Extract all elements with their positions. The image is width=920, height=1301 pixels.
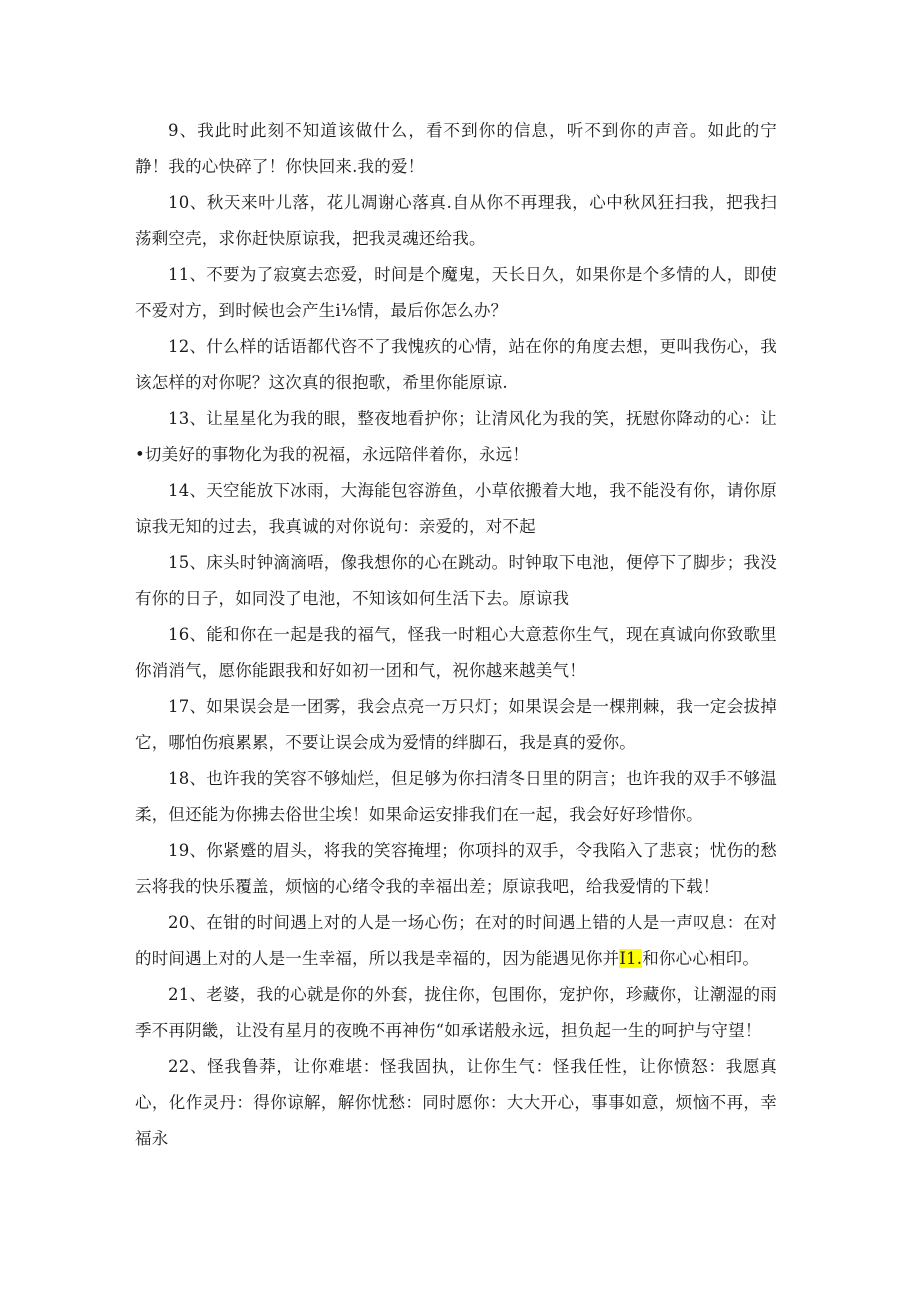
paragraph-14: 14、天空能放下冰雨，大海能包容游鱼，小草依搬着大地，我不能没有你，请你原谅我无知的过去，我真诚的对你说句：亲爱的，对不起 — [135, 481, 777, 536]
paragraph-17: 17、如果误会是一团雾，我会点亮一万只灯；如果误会是一棵荆棘，我一定会拔掉它，哪怕伤痕累累，不要让误会成为爱情的绊脚石，我是真的爱你。 — [135, 697, 777, 752]
paragraph-9: 9、我此时此刻不知道该做什么，看不到你的信息，听不到你的声音。如此的宁静！我的心快碎了！你快回来.我的爱！ — [135, 121, 777, 176]
paragraph-19: 19、你紧蹙的眉头，将我的笑容掩埋；你项抖的双手，令我陷入了悲哀；忧伤的愁云将我的快乐覆盖，烦恼的心绪令我的幸福出差；原谅我吧，给我爱情的下载！ — [135, 841, 777, 896]
paragraph-20-text-before: 20、在钳的时间遇上对的人是一场心伤；在对的时间遇上错的人是一声叹息：在对的时间遇上对的人是一生幸福，所以我是幸福的，因为能遇见你并 — [135, 913, 777, 968]
paragraph-16: 16、能和你在一起是我的福气，怪我一时粗心大意惹你生气，现在真诚向你致歌里你消消气，愿你能跟我和好如初一团和气，祝你越来越美气！ — [135, 625, 777, 680]
paragraph-21: 21、老婆，我的心就是你的外套，拢住你，包围你，宠护你，珍藏你，让潮湿的雨季不再阴畿，让没有星月的夜晚不再神伤“如承诺般永远，担负起一生的呵护与守望！ — [135, 985, 777, 1040]
paragraph-10: 10、秋天来叶儿落，花儿凋谢心落真.自从你不再理我，心中秋风狂扫我，把我扫荡剩空壳，求你赶快原谅我，把我灵魂还给我。 — [135, 193, 777, 248]
paragraph-22: 22、怪我鲁莽，让你难堪：怪我固执，让你生气：怪我任性，让你愤怒：我愿真心，化作灵丹：得你谅解，解你忧愁：同时愿你：大大开心，事事如意，烦恼不再，幸福永 — [135, 1057, 777, 1148]
paragraph-11: 11、不要为了寂寞去恋爱，时间是个魔鬼，天长日久，如果你是个多情的人，即使不爱对方，到时候也会产生i⅛情，最后你怎么办？ — [135, 265, 777, 320]
paragraph-18: 18、也许我的笑容不够灿烂，但足够为你扫清冬日里的阴言；也许我的双手不够温柔，但还能为你拂去俗世尘埃！如果命运安排我们在一起，我会好好珍惜你。 — [135, 769, 777, 824]
paragraph-20 — [135, 905, 777, 977]
paragraph-13: 13、让星星化为我的眼，整夜地看护你；让清风化为我的笑，抚慰你降动的心：让•切美好的事物化为我的祝福，永远陪伴着你，永远！ — [135, 409, 777, 464]
paragraph-15: 15、床头时钟滴滴唔，像我想你的心在跳动。时钟取下电池，便停下了脚步；我没有你的日子，如同没了电池，不知该如何生活下去。原谅我 — [135, 553, 777, 608]
paragraph-12: 12、什么样的话语都代咨不了我愧疚的心情，站在你的角度去想，更叫我伤心，我该怎样的对你呢？这次真的很抱歌，希里你能原谅. — [135, 337, 777, 392]
paragraph-20-text-after: 和你心心相印。 — [642, 949, 760, 968]
document-body — [135, 113, 777, 1157]
highlighted-text: I1. — [619, 949, 643, 968]
